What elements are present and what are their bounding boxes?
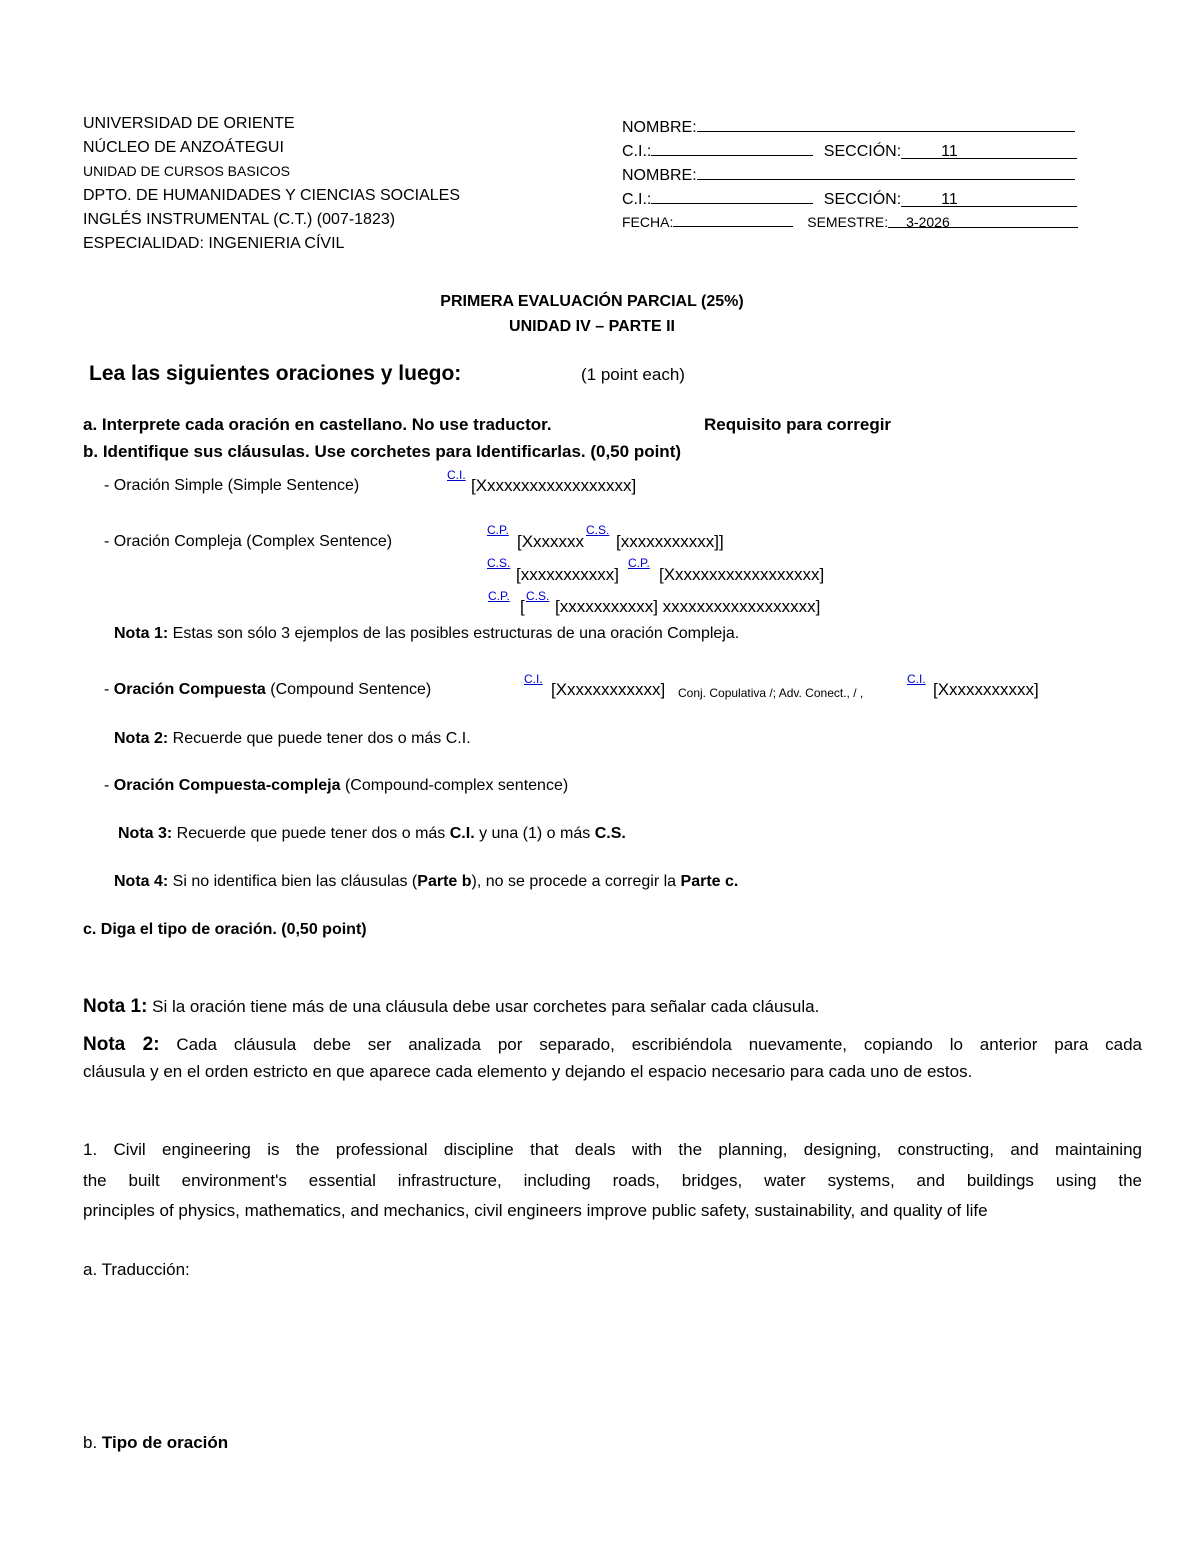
fecha-row bbox=[622, 212, 1078, 230]
translation-label: a. Traducción: bbox=[83, 1260, 190, 1279]
requisito-note: Requisito para corregir bbox=[704, 415, 892, 434]
simple-pattern: [Xxxxxxxxxxxxxxxxxx] bbox=[471, 476, 637, 495]
compound-sentence-label bbox=[104, 681, 431, 699]
complex-pattern-3b: [xxxxxxxxxxx] xxxxxxxxxxxxxxxxxx] bbox=[555, 597, 821, 616]
note-part-b: Parte b bbox=[417, 873, 472, 890]
seccion-value: 11 bbox=[941, 191, 958, 208]
complex-pattern-1b: [xxxxxxxxxxx]] bbox=[616, 532, 724, 551]
note-label: Nota 1: bbox=[114, 625, 169, 642]
general-note-2-line-2: cláusula y en el orden estricto en que aparece cada elemento y dejando el espacio necesario para cada uno de estos. bbox=[83, 1062, 973, 1081]
note-label: Nota 1: bbox=[83, 996, 148, 1017]
note-text: ), no se procede a corregir la bbox=[471, 873, 681, 890]
institution-line-3: UNIDAD DE CURSOS BASICOS bbox=[83, 163, 290, 179]
complex-pattern-3a: [ bbox=[520, 597, 525, 616]
seccion-label: SECCIÓN: bbox=[823, 191, 902, 208]
complex-sentence-label: - Oración Compleja (Complex Sentence) bbox=[104, 533, 393, 550]
semestre-field[interactable] bbox=[888, 214, 1078, 228]
dash: - bbox=[104, 777, 114, 794]
semestre-value: 3-2026 bbox=[906, 214, 950, 230]
ci-clause-label: C.I. bbox=[907, 672, 926, 686]
compound-complex-note-3 bbox=[118, 825, 626, 843]
note-text: y una (1) o más bbox=[474, 825, 595, 842]
institution-line-1: UNIVERSIDAD DE ORIENTE bbox=[83, 115, 295, 132]
cp-clause-label: C.P. bbox=[628, 556, 650, 570]
general-note-1 bbox=[83, 996, 819, 1018]
translation-answer-area[interactable] bbox=[83, 1290, 1142, 1420]
page-title: PRIMERA EVALUACIÓN PARCIAL (25%) bbox=[440, 293, 744, 310]
cp-clause-label: C.P. bbox=[488, 589, 510, 603]
complex-note-1 bbox=[114, 625, 739, 643]
simple-sentence-label: - Oración Simple (Simple Sentence) bbox=[104, 477, 360, 494]
note-ci: C.I. bbox=[449, 825, 475, 842]
compound-bold: Oración Compuesta bbox=[113, 681, 266, 698]
nombre-row-2 bbox=[622, 163, 1075, 185]
nombre-field[interactable] bbox=[697, 163, 1075, 180]
ci-label: C.I.: bbox=[622, 143, 652, 160]
institution-line-2: NÚCLEO DE ANZOÁTEGUI bbox=[83, 139, 284, 156]
note-text: Recuerde que puede tener dos o más bbox=[172, 825, 450, 842]
compound-pattern-b: [Xxxxxxxxxxx] bbox=[933, 680, 1039, 699]
sentence-type-label bbox=[83, 1433, 228, 1453]
page-subtitle: UNIDAD IV – PARTE II bbox=[509, 318, 675, 335]
note-text: Cada cláusula debe ser analizada por separado, escribiéndola nuevamente, copiando lo anterior para cada bbox=[159, 1035, 1143, 1054]
note-text: Si la oración tiene más de una cláusula debe usar corchetes para señalar cada cláusula. bbox=[147, 997, 820, 1016]
compound-conjunction: Conj. Copulativa /; Adv. Conect., / , bbox=[678, 686, 864, 700]
ci-field[interactable] bbox=[651, 139, 813, 156]
exercise-sentence-line-3: principles of physics, mathematics, and mechanics, civil engineers improve public safety, sustainability, and quality of life bbox=[83, 1201, 988, 1220]
complex-pattern-1a: [Xxxxxxx bbox=[517, 532, 585, 551]
note-label: Nota 2: bbox=[114, 730, 169, 747]
note-text: Recuerde que puede tener dos o más C.I. bbox=[168, 730, 471, 747]
institution-line-6: ESPECIALIDAD: INGENIERIA CÍVIL bbox=[83, 235, 345, 252]
ci-row-2 bbox=[622, 187, 1077, 209]
compound-complex-bold: Oración Compuesta-compleja bbox=[113, 777, 341, 794]
seccion-field[interactable] bbox=[901, 191, 1077, 207]
sentence-type-prefix: b. bbox=[83, 1433, 102, 1452]
points-note: (1 point each) bbox=[581, 365, 685, 384]
compound-complex-label bbox=[104, 777, 568, 795]
cs-clause-label: C.S. bbox=[586, 523, 610, 537]
exercise-sentence-line-1: 1. Civil engineering is the professional discipline that deals with the planning, designing, constructing, and maintaining bbox=[83, 1140, 1142, 1159]
complex-pattern-2a: [xxxxxxxxxxx] bbox=[516, 565, 619, 584]
seccion-value: 11 bbox=[941, 143, 958, 160]
note-text: Si no identifica bien las cláusulas ( bbox=[168, 873, 418, 890]
note-part-c: Parte c. bbox=[680, 873, 739, 890]
compound-complex-rest: (Compound-complex sentence) bbox=[340, 777, 569, 794]
institution-line-5: INGLÉS INSTRUMENTAL (C.T.) (007-1823) bbox=[83, 211, 396, 228]
instruction-b: b. Identifique sus cláusulas. Use corchetes para Identificarlas. (0,50 point) bbox=[83, 442, 682, 461]
ci-clause-label: C.I. bbox=[447, 468, 466, 482]
note-text: Estas son sólo 3 ejemplos de las posibles estructuras de una oración Compleja. bbox=[168, 625, 740, 642]
instructions-heading: Lea las siguientes oraciones y luego: bbox=[89, 362, 462, 385]
nombre-field[interactable] bbox=[697, 115, 1075, 132]
compound-rest: (Compound Sentence) bbox=[265, 681, 432, 698]
note-4 bbox=[114, 873, 738, 891]
ci-row-1 bbox=[622, 139, 1077, 161]
part-c-instruction: c. Diga el tipo de oración. (0,50 point) bbox=[83, 921, 367, 938]
note-cs: C.S. bbox=[594, 825, 626, 842]
ci-field[interactable] bbox=[651, 187, 813, 204]
institution-line-4: DPTO. DE HUMANIDADES Y CIENCIAS SOCIALES bbox=[83, 187, 460, 204]
ci-label: C.I.: bbox=[622, 191, 652, 208]
semestre-label: SEMESTRE: bbox=[807, 214, 889, 230]
cs-clause-label: C.S. bbox=[487, 556, 511, 570]
nombre-label: NOMBRE: bbox=[622, 119, 697, 136]
instruction-a: a. Interprete cada oración en castellano. No use traductor. bbox=[83, 415, 552, 434]
nombre-label: NOMBRE: bbox=[622, 167, 697, 184]
compound-note-2 bbox=[114, 730, 471, 748]
nombre-row-1 bbox=[622, 115, 1075, 137]
dash: - bbox=[104, 681, 114, 698]
complex-pattern-2b: [Xxxxxxxxxxxxxxxxxx] bbox=[659, 565, 825, 584]
note-label: Nota 3: bbox=[118, 825, 173, 842]
exercise-sentence-line-2: the built environment's essential infrastructure, including roads, bridges, water systems, and buildings using the bbox=[83, 1171, 1142, 1190]
note-label: Nota 2: bbox=[83, 1034, 160, 1055]
note-label: Nota 4: bbox=[114, 873, 169, 890]
fecha-field[interactable] bbox=[673, 212, 793, 227]
general-note-2-line-1 bbox=[83, 1034, 1142, 1056]
cs-clause-label: C.S. bbox=[526, 589, 550, 603]
fecha-label: FECHA: bbox=[622, 214, 674, 230]
sentence-type-bold: Tipo de oración bbox=[101, 1433, 229, 1452]
seccion-label: SECCIÓN: bbox=[823, 143, 902, 160]
compound-pattern-a: [Xxxxxxxxxxxx] bbox=[551, 680, 666, 699]
seccion-field[interactable] bbox=[901, 143, 1077, 159]
cp-clause-label: C.P. bbox=[487, 523, 509, 537]
ci-clause-label: C.I. bbox=[524, 672, 543, 686]
sentence-type-answer-area[interactable] bbox=[83, 1462, 1142, 1532]
